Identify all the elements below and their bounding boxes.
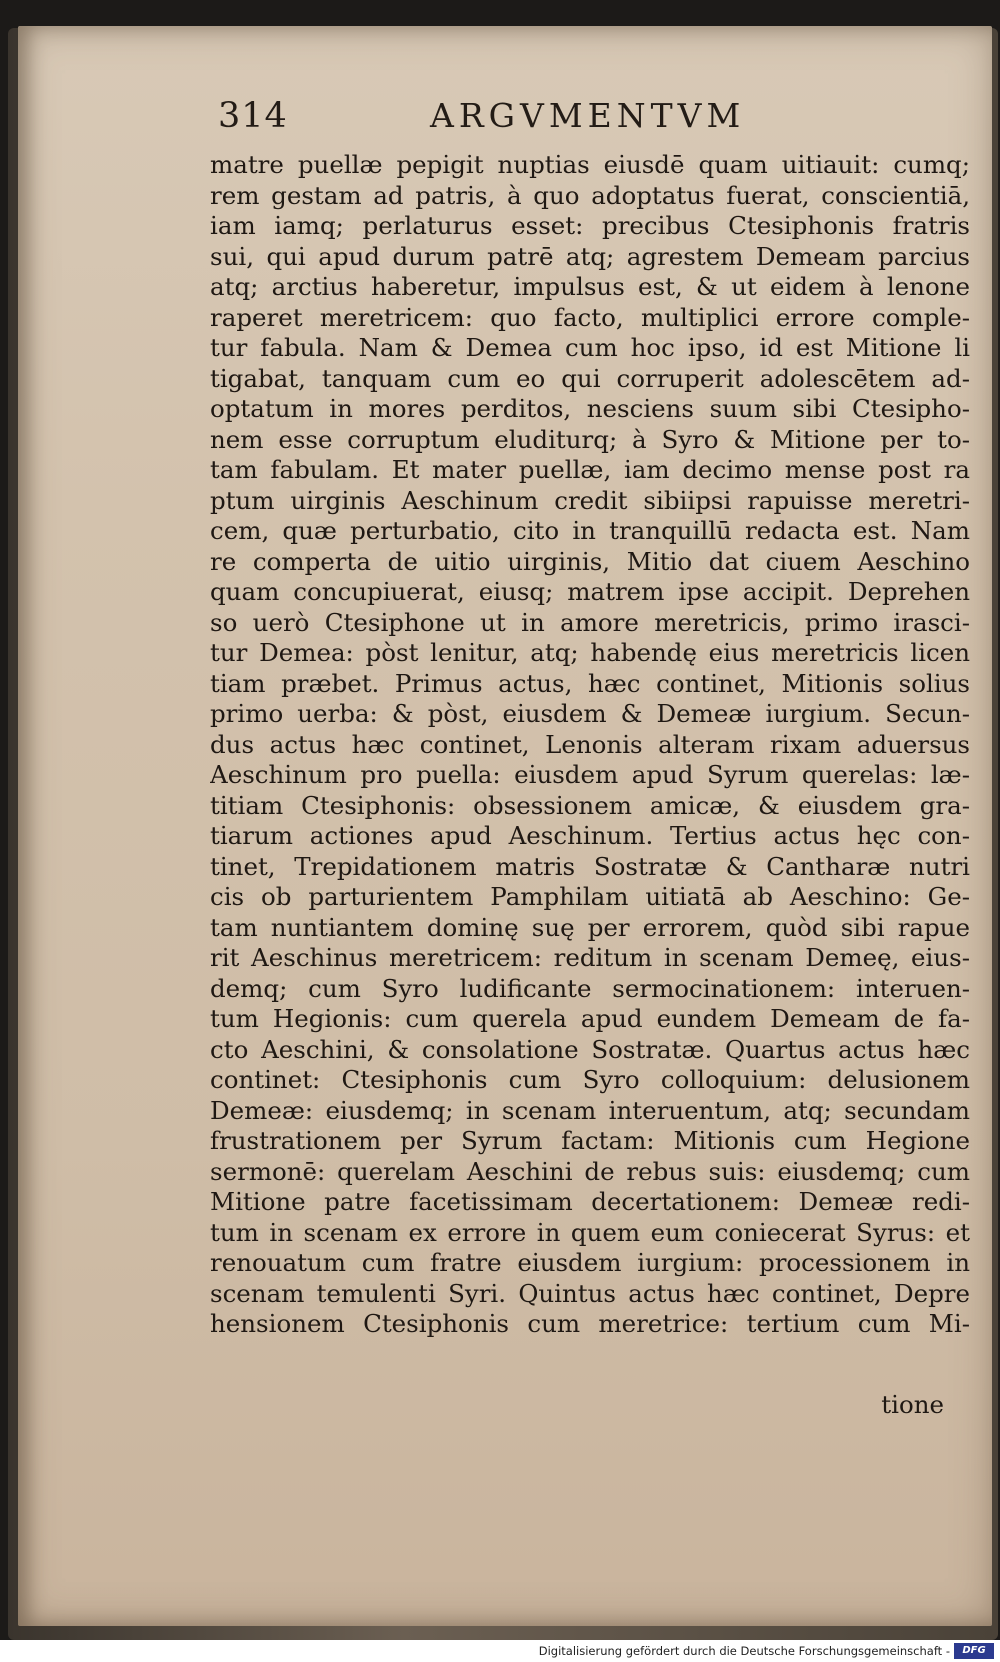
text-line: raperet meretricem: quo facto, multiplici errore comple- bbox=[210, 302, 970, 332]
text-line: Aeschinum pro puella: eiusdem apud Syrum querelas: læ- bbox=[210, 760, 970, 789]
text-line: matre puellæ pepigit nuptias eiusdē quam uitiauit: cumq; bbox=[210, 150, 970, 179]
text-line: Mitione patre facetissimam decertationem: Demeæ redi- bbox=[210, 1187, 970, 1216]
dfg-logo: DFG bbox=[954, 1643, 994, 1659]
text-line: primo uerba: & pòst, eiusdem & Demeæ iurgium. Secun- bbox=[210, 699, 970, 728]
text-line: tur Demea: pòst lenitur, atq; habendę eius meretricis licen bbox=[210, 638, 970, 667]
text-line: tigabat, tanquam cum eo qui corruperit adolescētem ad- bbox=[210, 363, 970, 393]
text-line: quam concupiuerat, eiusq; matrem ipse accipit. Deprehen bbox=[210, 577, 970, 606]
text-line: tiam præbet. Primus actus, hæc continet, Mitionis solius bbox=[210, 668, 970, 698]
text-line: tur fabula. Nam & Demea cum hoc ipso, id est Mitione li bbox=[210, 333, 970, 362]
text-line: hensionem Ctesiphonis cum meretrice: tertium cum Mi- bbox=[210, 1309, 970, 1338]
text-line: tam fabulam. Et mater puellæ, iam decimo mense post ra bbox=[210, 455, 970, 484]
text-line: dus actus hæc continet, Lenonis alteram rixam aduersus bbox=[210, 729, 970, 759]
text-line: so uerò Ctesiphone ut in amore meretricis, primo irasci- bbox=[210, 607, 970, 637]
body-text bbox=[210, 150, 970, 1340]
text-line: cem, quæ perturbatio, cito in tranquillū redacta est. Nam bbox=[210, 516, 970, 545]
text-line: iam iamq; perlaturus esset: precibus Ctesiphonis fratris bbox=[210, 211, 970, 240]
text-line: frustrationem per Syrum factam: Mitionis cum Hegione bbox=[210, 1126, 970, 1155]
text-line: cto Aeschini, & consolatione Sostratæ. Quartus actus hæc bbox=[210, 1034, 970, 1064]
page-number: 314 bbox=[218, 96, 288, 136]
footer-credit: Digitalisierung gefördert durch die Deutsche Forschungsgemeinschaft - bbox=[538, 1644, 950, 1658]
text-line: rem gestam ad patris, à quo adoptatus fuerat, conscientiā, bbox=[210, 180, 970, 210]
text-line: nem esse corruptum eluditurq; à Syro & Mitione per to- bbox=[210, 424, 970, 454]
text-line: demq; cum Syro ludificante sermocinationem: interuen- bbox=[210, 973, 970, 1003]
text-line: atq; arctius haberetur, impulsus est, & ut eidem à lenone bbox=[210, 272, 970, 301]
text-line: optatum in mores perditos, nesciens suum sibi Ctesipho- bbox=[210, 394, 970, 423]
text-line: tam nuntiantem dominę suę per errorem, quòd sibi rapue bbox=[210, 912, 970, 942]
running-head: ARGVMENTVM bbox=[430, 96, 746, 135]
text-line: tum Hegionis: cum querela apud eundem Demeam de fa- bbox=[210, 1004, 970, 1033]
text-line: re comperta de uitio uirginis, Mitio dat ciuem Aeschino bbox=[210, 546, 970, 576]
text-line: tinet, Trepidationem matris Sostratæ & Cantharæ nutri bbox=[210, 851, 970, 881]
text-line: cis ob parturientem Pamphilam uitiatā ab Aeschino: Ge- bbox=[210, 882, 970, 911]
text-line: rit Aeschinus meretricem: reditum in scenam Demeę, eius- bbox=[210, 943, 970, 972]
text-line: Demeæ: eiusdemq; in scenam interuentum, atq; secundam bbox=[210, 1095, 970, 1125]
text-line: renouatum cum fratre eiusdem iurgium: processionem in bbox=[210, 1248, 970, 1277]
text-line: sermonē: querelam Aeschini de rebus suis: eiusdemq; cum bbox=[210, 1156, 970, 1186]
text-line: scenam temulenti Syri. Quintus actus hæc continet, Depre bbox=[210, 1278, 970, 1308]
catchword: tione bbox=[881, 1390, 944, 1419]
text-line: titiam Ctesiphonis: obsessionem amicæ, & eiusdem gra- bbox=[210, 790, 970, 820]
text-line: ptum uirginis Aeschinum credit sibiipsi rapuisse meretri- bbox=[210, 485, 970, 515]
text-line: continet: Ctesiphonis cum Syro colloquium: delusionem bbox=[210, 1065, 970, 1094]
text-line: sui, qui apud durum patrē atq; agrestem Demeam parcius bbox=[210, 241, 970, 271]
text-line: tum in scenam ex errore in quem eum coniecerat Syrus: et bbox=[210, 1217, 970, 1247]
text-line: tiarum actiones apud Aeschinum. Tertius actus hęc con- bbox=[210, 821, 970, 850]
